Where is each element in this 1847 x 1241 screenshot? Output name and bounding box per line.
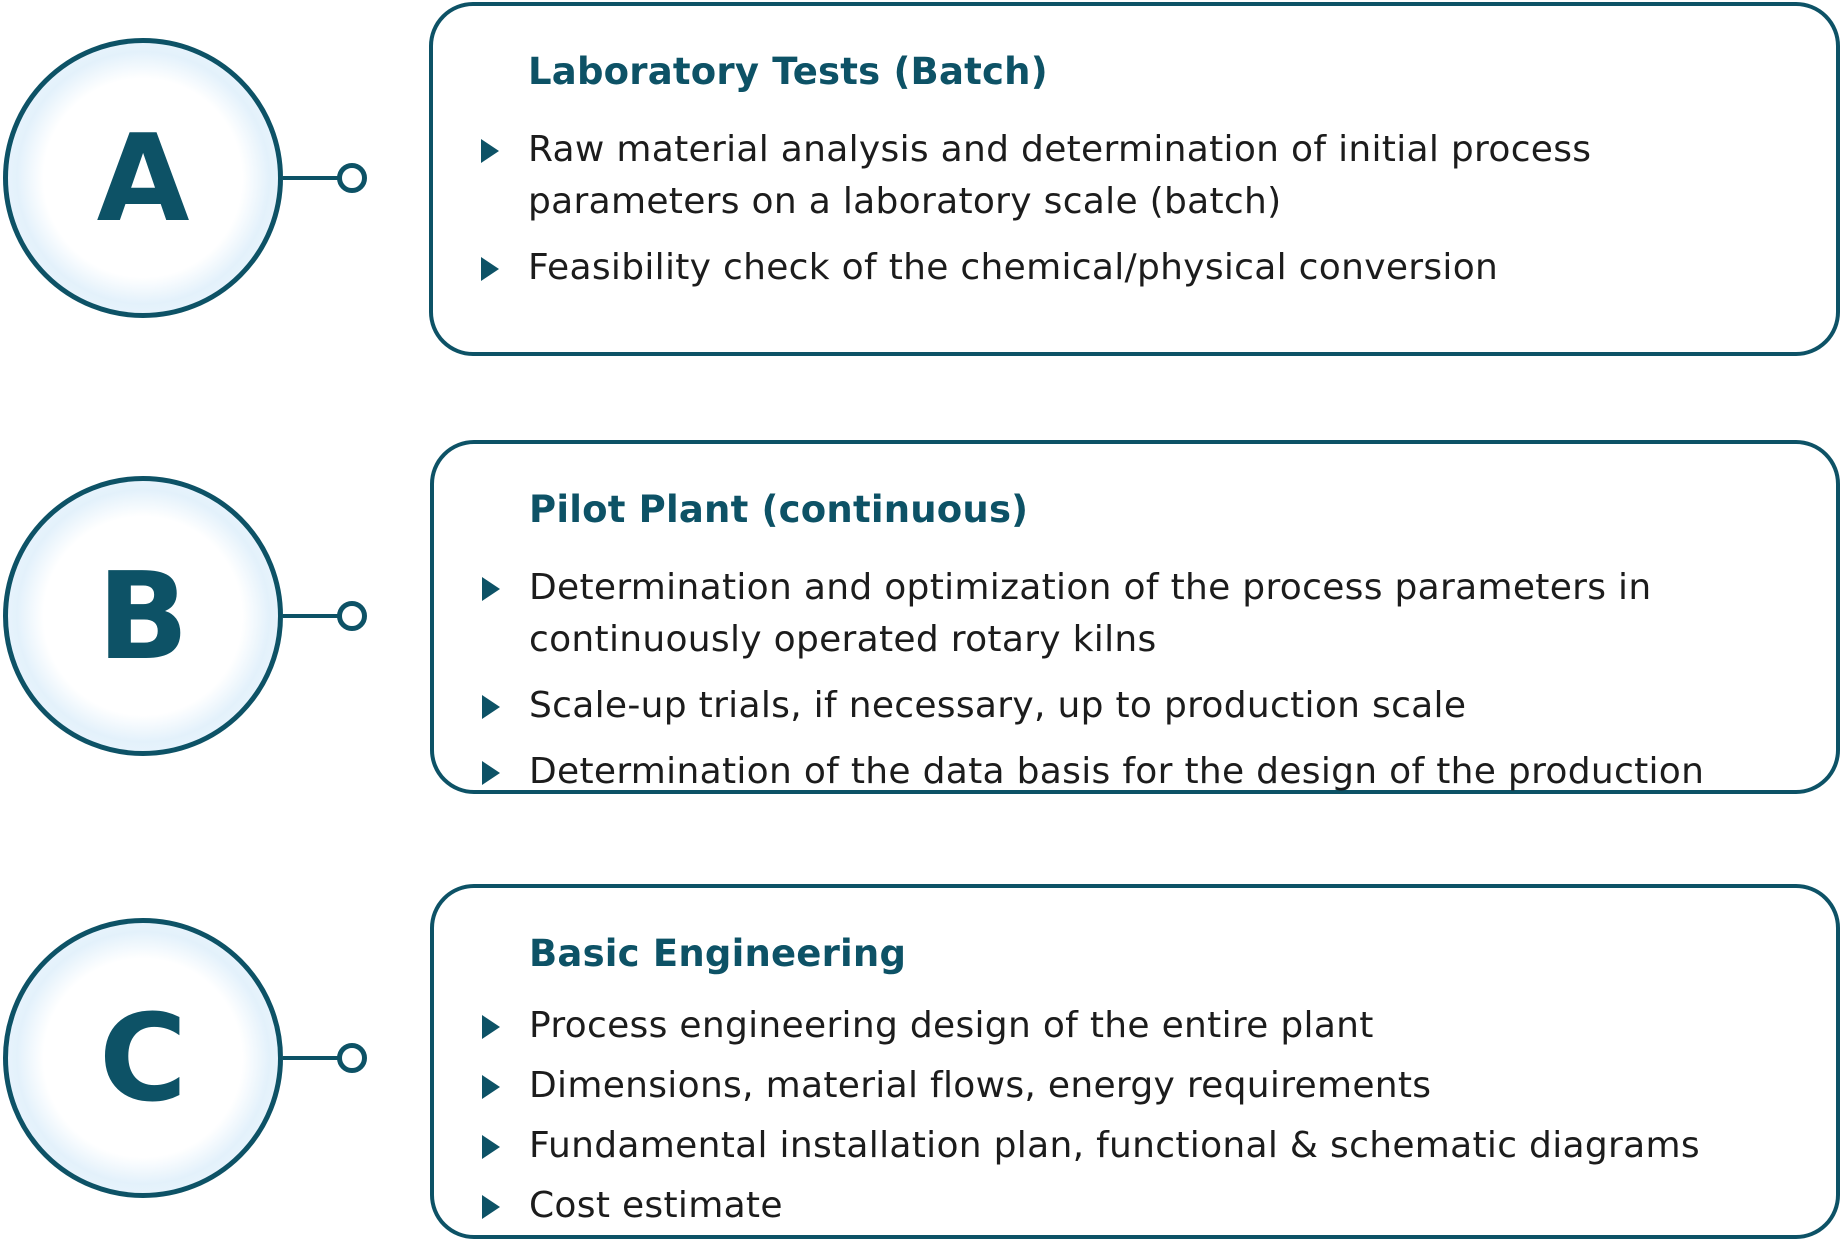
bullet-list	[482, 562, 1806, 812]
bullet-text: Dimensions, material flows, energy requirements	[529, 1065, 1432, 1106]
step-card	[430, 440, 1840, 794]
bullet-text: Determination of the data basis for the design of the production	[529, 751, 1705, 792]
step-title: Pilot Plant (continuous)	[529, 488, 1029, 531]
step-card	[430, 884, 1840, 1239]
bullet-item	[481, 242, 1806, 294]
bullet-list	[481, 124, 1806, 308]
bullet-item	[481, 124, 1806, 228]
step-b	[0, 438, 1847, 798]
step-a	[0, 0, 1847, 360]
step-letter: C	[98, 990, 188, 1129]
triangle-bullet-icon	[482, 761, 500, 785]
step-badge	[3, 38, 283, 318]
triangle-bullet-icon	[481, 139, 499, 163]
bullet-item	[482, 562, 1806, 666]
triangle-bullet-icon	[482, 1015, 500, 1039]
step-card	[429, 2, 1840, 356]
bullet-item	[482, 1060, 1806, 1112]
connector-line	[283, 1056, 339, 1060]
bullet-text-continued: parameters on a laboratory scale (batch)	[528, 181, 1282, 222]
triangle-bullet-icon	[482, 1135, 500, 1159]
step-title: Basic Engineering	[529, 932, 907, 975]
bullet-text: Scale-up trials, if necessary, up to production scale	[529, 685, 1467, 726]
connector-node	[337, 601, 367, 631]
triangle-bullet-icon	[482, 577, 500, 601]
bullet-item	[482, 1000, 1806, 1052]
bullet-text: Raw material analysis and determination of initial process	[528, 129, 1592, 170]
bullet-text: Cost estimate	[529, 1185, 783, 1226]
bullet-list	[482, 1000, 1806, 1240]
step-badge	[3, 918, 283, 1198]
connector-line	[283, 176, 339, 180]
triangle-bullet-icon	[482, 1075, 500, 1099]
step-title: Laboratory Tests (Batch)	[528, 50, 1048, 93]
bullet-text: Process engineering design of the entire plant	[529, 1005, 1374, 1046]
step-badge	[3, 476, 283, 756]
bullet-item	[482, 1180, 1806, 1232]
step-letter: B	[97, 548, 189, 687]
triangle-bullet-icon	[482, 1195, 500, 1219]
step-c	[0, 880, 1847, 1240]
bullet-text: Fundamental installation plan, functional & schematic diagrams	[529, 1125, 1700, 1166]
step-letter: A	[96, 110, 190, 249]
connector-node	[337, 1043, 367, 1073]
triangle-bullet-icon	[481, 257, 499, 281]
bullet-item	[482, 1120, 1806, 1172]
connector-line	[283, 614, 339, 618]
bullet-item	[482, 680, 1806, 732]
bullet-item	[482, 746, 1806, 798]
bullet-text-continued: continuously operated rotary kilns	[529, 619, 1157, 660]
connector-node	[337, 163, 367, 193]
triangle-bullet-icon	[482, 695, 500, 719]
bullet-text: Feasibility check of the chemical/physical conversion	[528, 247, 1499, 288]
bullet-text: Determination and optimization of the process parameters in	[529, 567, 1652, 608]
